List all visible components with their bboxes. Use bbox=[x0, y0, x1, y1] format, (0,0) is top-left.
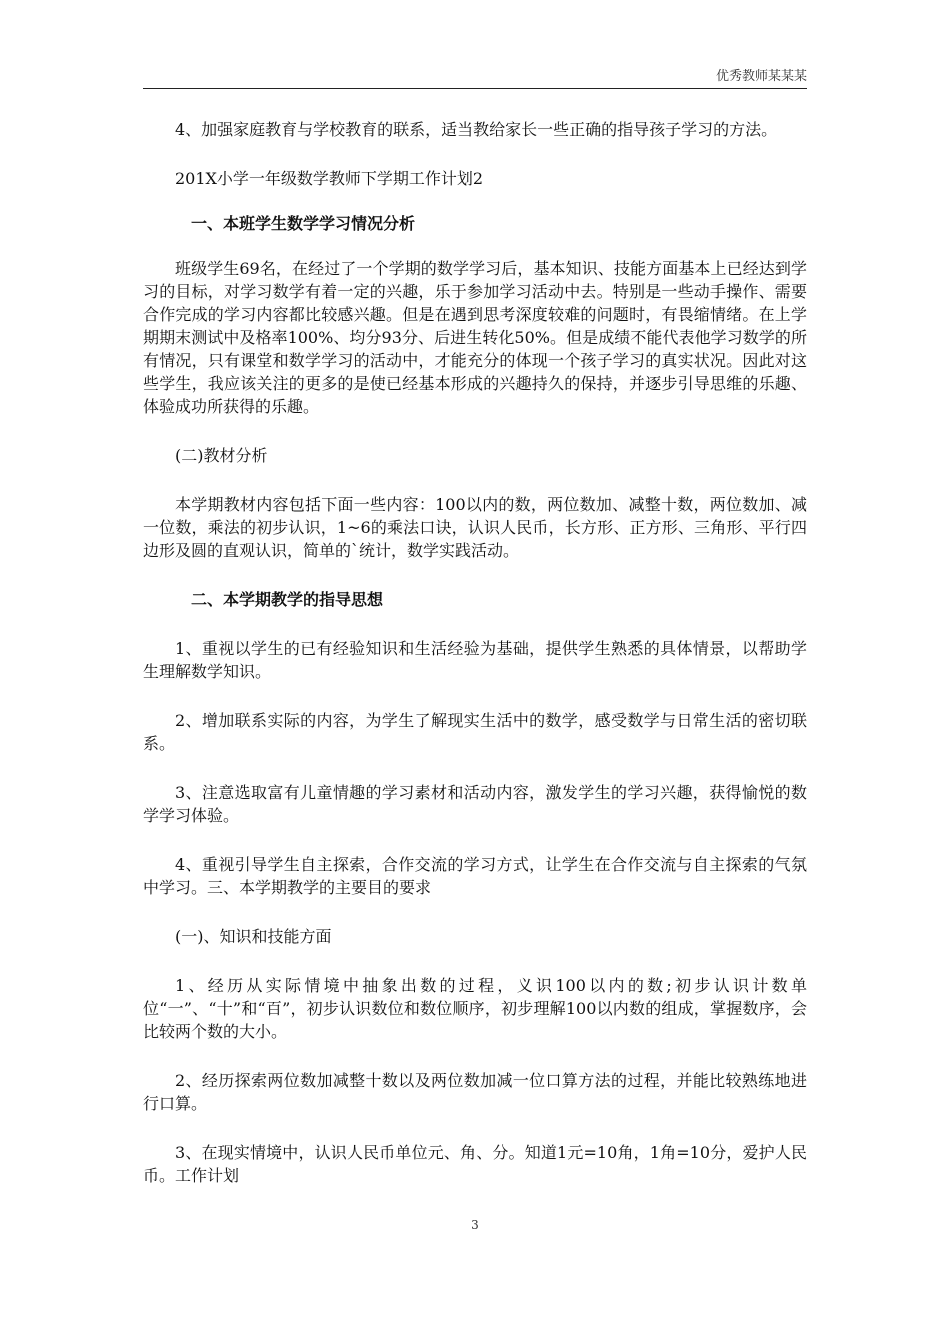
paragraph-guideline-3: 3、注意选取富有儿童情趣的学习素材和活动内容，激发学生的学习兴趣，获得愉悦的数学学习体验。 bbox=[143, 783, 807, 825]
header-author: 优秀教师某某某 bbox=[715, 69, 807, 84]
subheading-knowledge-skills: (一)、知识和技能方面 bbox=[175, 927, 332, 946]
paragraph-goal-3: 3、在现实情境中，认识人民币单位元、角、分。知道1元=10角，1角=10分，爱护人民币。工作计划 bbox=[143, 1143, 807, 1185]
paragraph-goal-2: 2、经历探索两位数加减整十数以及两位数加减一位口算方法的过程，并能比较熟练地进行口算。 bbox=[143, 1071, 807, 1113]
document-body bbox=[143, 118, 807, 1187]
paragraph-guideline-1: 1、重视以学生的已有经验知识和生活经验为基础，提供学生熟悉的具体情景，以帮助学生理解数学知识。 bbox=[143, 639, 807, 681]
subheading-textbook-analysis: (二)教材分析 bbox=[175, 446, 268, 465]
paragraph-guideline-2: 2、增加联系实际的内容，为学生了解现实生活中的数学，感受数学与日常生活的密切联系。 bbox=[143, 711, 807, 753]
plan-title: 201X小学一年级数学教师下学期工作计划2 bbox=[175, 169, 484, 188]
section-heading-analysis: 一、本班学生数学学习情况分析 bbox=[191, 214, 416, 233]
paragraph-family-education: 4、加强家庭教育与学校教育的联系，适当教给家长一些正确的指导孩子学习的方法。 bbox=[175, 120, 778, 139]
paragraph-student-analysis: 班级学生69名，在经过了一个学期的数学学习后，基本知识、技能方面基本上已经达到学习的目标，对学习数学有着一定的兴趣，乐于参加学习活动中去。特别是一些动手操作、需要合作完成的学习内容都比较感兴趣。但是在遇到思考深度较难的问题时，有畏缩情绪。在上学期期末测试中及格率100%、均分93分、后进生转化50%。但是成绩不能代表他学习数学的所有情况，只有课堂和数学学习的活动中，才能充分的体现一个孩子学习的真实状况。因此对这些学生，我应该关注的更多的是使已经基本形成的兴趣持久的保持，并逐步引导思维的乐趣、体验成功所获得的乐趣。 bbox=[143, 259, 807, 416]
paragraph-textbook-content: 本学期教材内容包括下面一些内容：100以内的数，两位数加、减整十数，两位数加、减一位数，乘法的初步认识，1~6的乘法口诀，认识人民币，长方形、正方形、三角形、平行四边形及圆的直观认识，简单的`统计，数学实践活动。 bbox=[143, 495, 807, 560]
paragraph-goal-1: 1、经历从实际情境中抽象出数的过程，义识100以内的数;初步认识计数单位“一”、“十”和“百”，初步认识数位和数位顺序，初步理解100以内数的组成，掌握数序，会比较两个数的大小。 bbox=[143, 976, 807, 1041]
page-header bbox=[143, 64, 807, 89]
page-number: 3 bbox=[471, 1218, 479, 1232]
section-heading-guiding-thought: 二、本学期教学的指导思想 bbox=[191, 590, 384, 609]
paragraph-guideline-4: 4、重视引导学生自主探索，合作交流的学习方式，让学生在合作交流与自主探索的气氛中学习。三、本学期教学的主要目的要求 bbox=[143, 855, 807, 897]
